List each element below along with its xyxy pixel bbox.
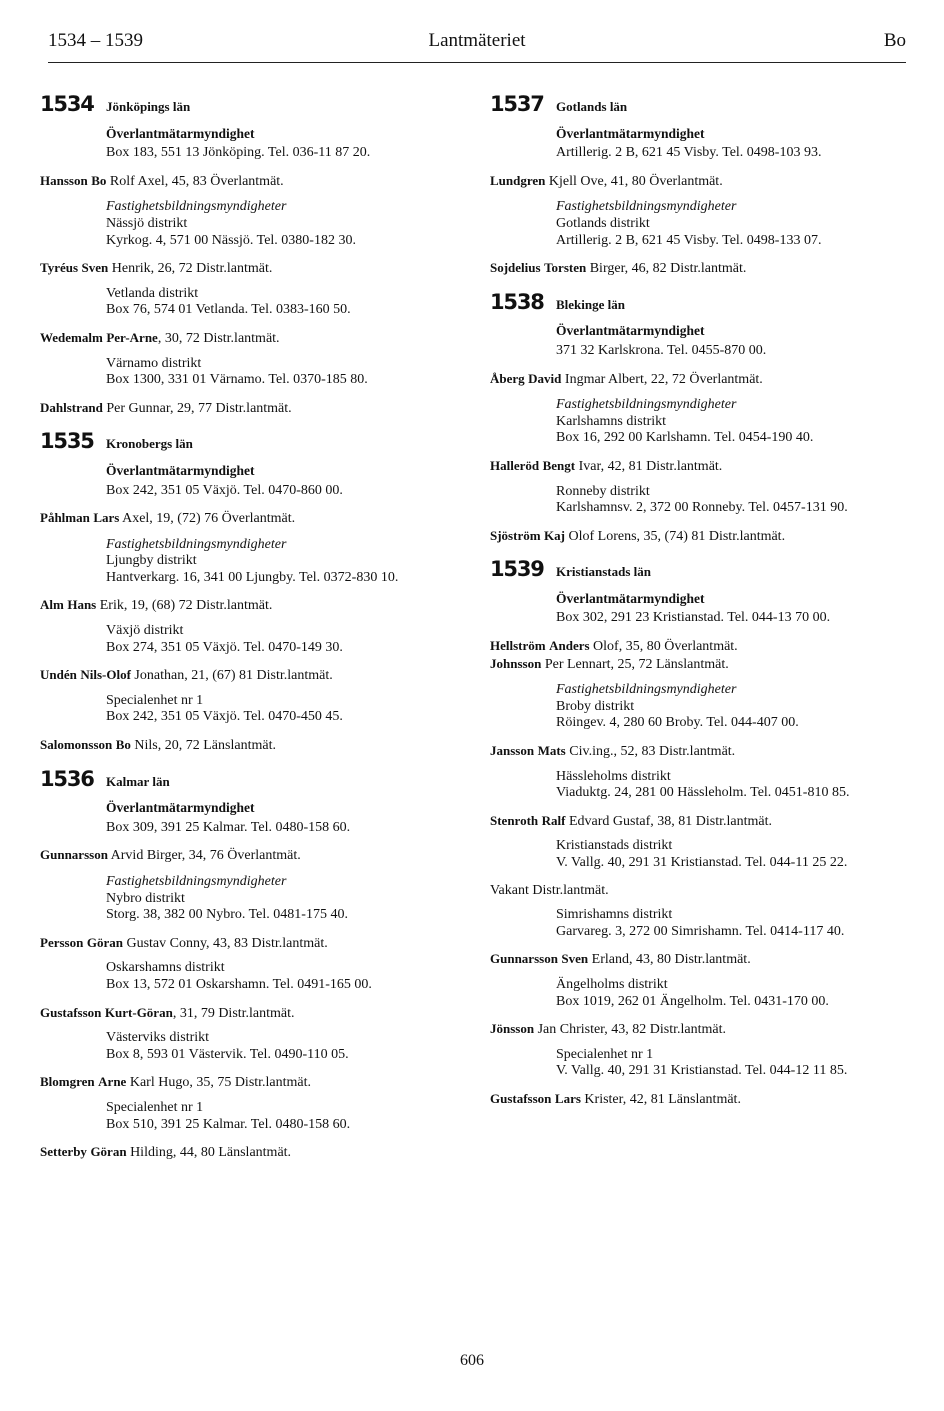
address-line: Storg. 38, 382 00 Nybro. Tel. 0481-175 40. — [106, 907, 348, 923]
address-line: Ronneby distrikt — [556, 483, 650, 499]
person-surname: Lundgren — [490, 172, 546, 188]
person-given-name: Hans — [67, 597, 97, 613]
subheading: Fastighetsbildningsmyndigheter — [556, 199, 737, 215]
person-surname: Jansson — [490, 743, 535, 759]
person-entry — [490, 458, 910, 476]
person-details: , 31, 79 Distr.lantmät. — [172, 1005, 295, 1021]
address-line: Box 1019, 262 01 Ängelholm. Tel. 0431-170 00. — [556, 993, 829, 1009]
person-surname: Gunnarsson — [490, 951, 558, 967]
address-block — [40, 1030, 460, 1063]
address-line: Specialenhet nr 1 — [556, 1046, 654, 1062]
person-details: Birger, 46, 82 Distr.lantmät. — [589, 261, 747, 277]
subheading: Fastighetsbildningsmyndigheter — [106, 536, 287, 552]
person-entry — [490, 1091, 910, 1109]
person-entry — [40, 935, 460, 953]
section-number: 1534 — [40, 92, 94, 116]
address-block — [40, 891, 460, 924]
person-surname: Åberg — [490, 370, 525, 386]
address-line: Box 274, 351 05 Växjö. Tel. 0470-149 30. — [106, 639, 343, 655]
person-entry — [40, 260, 460, 278]
address-block — [490, 414, 910, 447]
person-surname: Vakant — [490, 882, 529, 898]
address-line: Box 183, 551 13 Jönköping. Tel. 036-11 87 20. — [106, 145, 371, 161]
person-entry — [40, 667, 460, 685]
address-line: Karlshamns distrikt — [556, 413, 667, 429]
person-given-name: Göran — [90, 1144, 127, 1160]
person-entry — [490, 883, 910, 900]
person-given-name: Göran — [86, 934, 123, 950]
address-line: Hantverkarg. 16, 341 00 Ljungby. Tel. 0372-830 10. — [106, 569, 399, 585]
person-given-name: Bengt — [542, 457, 576, 473]
address-line: Kristianstads distrikt — [556, 838, 673, 854]
person-given-name: Kaj — [544, 527, 565, 543]
person-given-name: Lars — [93, 510, 120, 526]
person-entry — [40, 1144, 460, 1162]
person-entry — [40, 847, 460, 865]
person-details: Arvid Birger, 34, 76 Överlantmät. — [110, 848, 301, 864]
address-line: V. Vallg. 40, 291 31 Kristianstad. Tel. 044-11 25 22. — [556, 855, 848, 870]
person-given-name: Bo — [91, 172, 107, 188]
section-number: 1535 — [40, 429, 94, 454]
page-number: 606 — [460, 1352, 484, 1369]
person-surname: Hansson — [40, 172, 88, 188]
address-line: Ljungby distrikt — [106, 553, 197, 569]
person-surname: Wedemalm — [40, 329, 103, 345]
person-entry — [490, 656, 910, 674]
person-surname: Setterby — [40, 1144, 87, 1160]
address-line: Nässjö distrikt — [106, 215, 188, 231]
person-details: Jan Christer, 43, 82 Distr.lantmät. — [537, 1022, 726, 1038]
person-surname: Gustafsson — [40, 1004, 102, 1020]
address-block — [40, 960, 460, 993]
address-block — [40, 820, 460, 837]
section-number: 1539 — [490, 557, 544, 582]
address-line: Box 76, 574 01 Vetlanda. Tel. 0383-160 50. — [106, 302, 351, 318]
section-number: 1536 — [40, 766, 94, 791]
person-given-name: David — [528, 370, 562, 386]
person-given-name: Torsten — [544, 260, 587, 276]
header-range: 1534 – 1539 — [48, 30, 143, 51]
authority-heading: Överlantmätarmyndighet — [106, 125, 255, 141]
person-given-name: Mats — [537, 743, 566, 759]
person-surname: Persson — [40, 934, 84, 950]
person-given-name: Bo — [115, 737, 131, 753]
section-number: 1537 — [490, 92, 544, 116]
address-block — [490, 1047, 910, 1080]
address-line: Röingev. 4, 280 60 Broby. Tel. 044-407 00. — [556, 715, 799, 731]
person-surname: Alm — [40, 597, 64, 613]
address-block — [490, 838, 910, 871]
person-surname: Tyréus — [40, 260, 79, 276]
address-block — [490, 145, 910, 162]
person-details: Krister, 42, 81 Länslantmät. — [584, 1091, 741, 1107]
person-given-name: Kurt-Göran — [104, 1004, 173, 1020]
person-entry — [490, 638, 910, 656]
section-heading — [490, 557, 910, 582]
person-details: Erik, 19, (68) 72 Distr.lantmät. — [99, 598, 273, 614]
address-line: Box 302, 291 23 Kristianstad. Tel. 044-13 70 00. — [556, 610, 831, 626]
address-line: Vetlanda distrikt — [106, 285, 199, 301]
address-line: Viaduktg. 24, 281 00 Hässleholm. Tel. 0451-810 85. — [556, 785, 850, 801]
person-details: Ingmar Albert, 22, 72 Överlantmät. — [564, 371, 763, 387]
address-block — [40, 286, 460, 319]
address-line: Garvareg. 3, 272 00 Simrishamn. Tel. 0414-117 40. — [556, 923, 845, 939]
person-details: , 30, 72 Distr.lantmät. — [157, 330, 280, 346]
right-column — [490, 92, 910, 1109]
authority-heading: Överlantmätarmyndighet — [556, 323, 705, 339]
person-entry — [40, 597, 460, 615]
section-name: Blekinge län — [556, 296, 625, 312]
address-line: V. Vallg. 40, 291 31 Kristianstad. Tel. 044-12 11 85. — [556, 1063, 848, 1079]
section-number: 1538 — [490, 289, 544, 314]
address-block — [40, 483, 460, 500]
address-line: Nybro distrikt — [106, 890, 185, 906]
authority-heading: Överlantmätarmyndighet — [556, 125, 705, 141]
person-entry — [40, 737, 460, 755]
person-surname: Hellström — [490, 638, 546, 654]
subheading: Fastighetsbildningsmyndigheter — [556, 682, 737, 698]
person-details: Gustav Conny, 43, 83 Distr.lantmät. — [126, 935, 328, 951]
address-block — [40, 553, 460, 586]
person-details: Axel, 19, (72) 76 Överlantmät. — [122, 511, 296, 527]
person-details: Per Gunnar, 29, 77 Distr.lantmät. — [106, 400, 292, 416]
address-line: Hässleholms distrikt — [556, 768, 671, 784]
address-block — [490, 610, 910, 627]
address-line: Specialenhet nr 1 — [106, 692, 204, 708]
address-line: Västerviks distrikt — [106, 1030, 210, 1046]
address-line: Box 242, 351 05 Växjö. Tel. 0470-450 45. — [106, 709, 343, 725]
section-name: Kronobergs län — [106, 436, 193, 452]
person-details: Per Lennart, 25, 72 Länslantmät. — [544, 656, 729, 672]
person-details: Olof, 35, 80 Överlantmät. — [593, 639, 738, 655]
person-entry — [40, 1005, 460, 1023]
person-surname: Sjöström — [490, 527, 541, 543]
section-name: Gotlands län — [556, 99, 628, 114]
section-name: Jönköpings län — [106, 99, 191, 114]
address-line: Gotlands distrikt — [556, 215, 650, 231]
person-details: Nils, 20, 72 Länslantmät. — [134, 738, 276, 754]
section-name: Kristianstads län — [556, 564, 651, 580]
person-surname: Blomgren — [40, 1074, 95, 1090]
person-entry — [490, 1021, 910, 1039]
address-line: Box 242, 351 05 Växjö. Tel. 0470-860 00. — [106, 482, 343, 498]
person-entry — [490, 528, 910, 546]
section-name: Kalmar län — [106, 773, 170, 789]
person-entry — [490, 951, 910, 969]
person-details: Kjell Ove, 41, 80 Överlantmät. — [548, 173, 723, 189]
address-block — [40, 623, 460, 656]
person-surname: Påhlman — [40, 510, 90, 526]
person-details: Karl Hugo, 35, 75 Distr.lantmät. — [129, 1075, 312, 1091]
address-line: Broby distrikt — [556, 698, 635, 714]
address-line: Växjö distrikt — [106, 623, 184, 639]
person-details: Distr.lantmät. — [532, 882, 609, 898]
person-details: Edvard Gustaf, 38, 81 Distr.lantmät. — [569, 813, 772, 829]
person-entry — [490, 813, 910, 831]
person-surname: Salomonsson — [40, 737, 113, 753]
page-header — [48, 28, 906, 63]
address-line: Artillerig. 2 B, 621 45 Visby. Tel. 0498-133 07. — [556, 232, 822, 248]
person-surname: Jönsson — [490, 1021, 535, 1037]
address-line: Oskarshamns distrikt — [106, 960, 225, 976]
person-entry — [40, 173, 460, 191]
address-block — [490, 977, 910, 1010]
address-line: Box 1300, 331 01 Värnamo. Tel. 0370-185 80. — [106, 372, 368, 388]
person-entry — [490, 371, 910, 389]
address-line: Box 13, 572 01 Oskarshamn. Tel. 0491-165 00. — [106, 976, 372, 992]
person-given-name: Lars — [554, 1090, 581, 1106]
address-line: Simrishamns distrikt — [556, 907, 673, 923]
address-block — [490, 907, 910, 940]
address-line: Box 16, 292 00 Karlshamn. Tel. 0454-190 40. — [556, 430, 814, 446]
person-surname: Stenroth — [490, 812, 539, 828]
person-given-name: Anders — [549, 638, 590, 654]
address-block — [490, 484, 910, 517]
person-surname: Gunnarsson — [40, 847, 108, 863]
person-given-name: Sven — [561, 951, 589, 967]
person-details: Jonathan, 21, (67) 81 Distr.lantmät. — [134, 668, 333, 684]
section-heading — [490, 289, 910, 314]
authority-heading: Överlantmätarmyndighet — [556, 590, 705, 606]
address-line: Artillerig. 2 B, 621 45 Visby. Tel. 0498-103 93. — [556, 145, 822, 161]
section-heading — [40, 766, 460, 791]
person-details: Ivar, 42, 81 Distr.lantmät. — [578, 458, 723, 474]
address-block — [490, 343, 910, 360]
person-surname: Gustafsson — [490, 1090, 552, 1106]
address-block — [490, 216, 910, 249]
address-line: Värnamo distrikt — [106, 355, 202, 371]
person-surname: Undén — [40, 667, 77, 683]
subheading: Fastighetsbildningsmyndigheter — [106, 874, 287, 889]
person-surname: Johnsson — [490, 655, 542, 671]
person-surname: Dahlstrand — [40, 399, 103, 415]
address-block — [490, 769, 910, 802]
address-line: 371 32 Karlskrona. Tel. 0455-870 00. — [556, 342, 767, 358]
person-details: Erland, 43, 80 Distr.lantmät. — [591, 952, 751, 968]
person-surname: Sojdelius — [490, 260, 541, 276]
person-given-name: Arne — [98, 1074, 127, 1090]
person-entry — [40, 510, 460, 528]
person-surname: Halleröd — [490, 457, 540, 473]
address-block — [40, 145, 460, 162]
authority-heading: Överlantmätarmyndighet — [106, 462, 255, 478]
person-entry — [490, 260, 910, 278]
person-details: Civ.ing., 52, 83 Distr.lantmät. — [569, 744, 736, 760]
address-block — [40, 693, 460, 726]
address-line: Ängelholms distrikt — [556, 976, 668, 992]
address-line: Specialenhet nr 1 — [106, 1099, 204, 1115]
authority-heading: Överlantmätarmyndighet — [106, 800, 255, 816]
header-title: Lantmäteriet — [428, 30, 526, 51]
section-heading — [490, 92, 910, 116]
address-block — [40, 1100, 460, 1133]
address-block — [40, 356, 460, 389]
person-details: Hilding, 44, 80 Länslantmät. — [130, 1145, 292, 1161]
section-heading — [40, 429, 460, 454]
left-column — [40, 92, 460, 1162]
person-details: Rolf Axel, 45, 83 Överlantmät. — [109, 173, 284, 189]
address-line: Kyrkog. 4, 571 00 Nässjö. Tel. 0380-182 30. — [106, 232, 356, 248]
address-block — [490, 699, 910, 732]
person-entry — [40, 1074, 460, 1092]
person-given-name: Sven — [81, 260, 109, 276]
address-block — [40, 216, 460, 249]
person-entry — [490, 743, 910, 761]
address-line: Box 8, 593 01 Västervik. Tel. 0490-110 05. — [106, 1046, 349, 1062]
person-entry — [40, 400, 460, 418]
person-details: Henrik, 26, 72 Distr.lantmät. — [111, 261, 273, 277]
person-details: Olof Lorens, 35, (74) 81 Distr.lantmät. — [568, 528, 786, 544]
person-entry — [40, 330, 460, 348]
person-entry — [490, 173, 910, 191]
subheading: Fastighetsbildningsmyndigheter — [106, 199, 287, 215]
header-right: Bo — [883, 30, 906, 51]
address-line: Box 510, 391 25 Kalmar. Tel. 0480-158 60. — [106, 1116, 351, 1132]
person-given-name: Nils-Olof — [80, 667, 131, 683]
address-line: Karlshamnsv. 2, 372 00 Ronneby. Tel. 0457-131 90. — [556, 500, 848, 516]
section-heading — [40, 92, 460, 116]
address-line: Box 309, 391 25 Kalmar. Tel. 0480-158 60. — [106, 819, 351, 835]
person-given-name: Per-Arne — [106, 329, 158, 345]
subheading: Fastighetsbildningsmyndigheter — [556, 397, 737, 413]
person-given-name: Ralf — [541, 812, 566, 828]
